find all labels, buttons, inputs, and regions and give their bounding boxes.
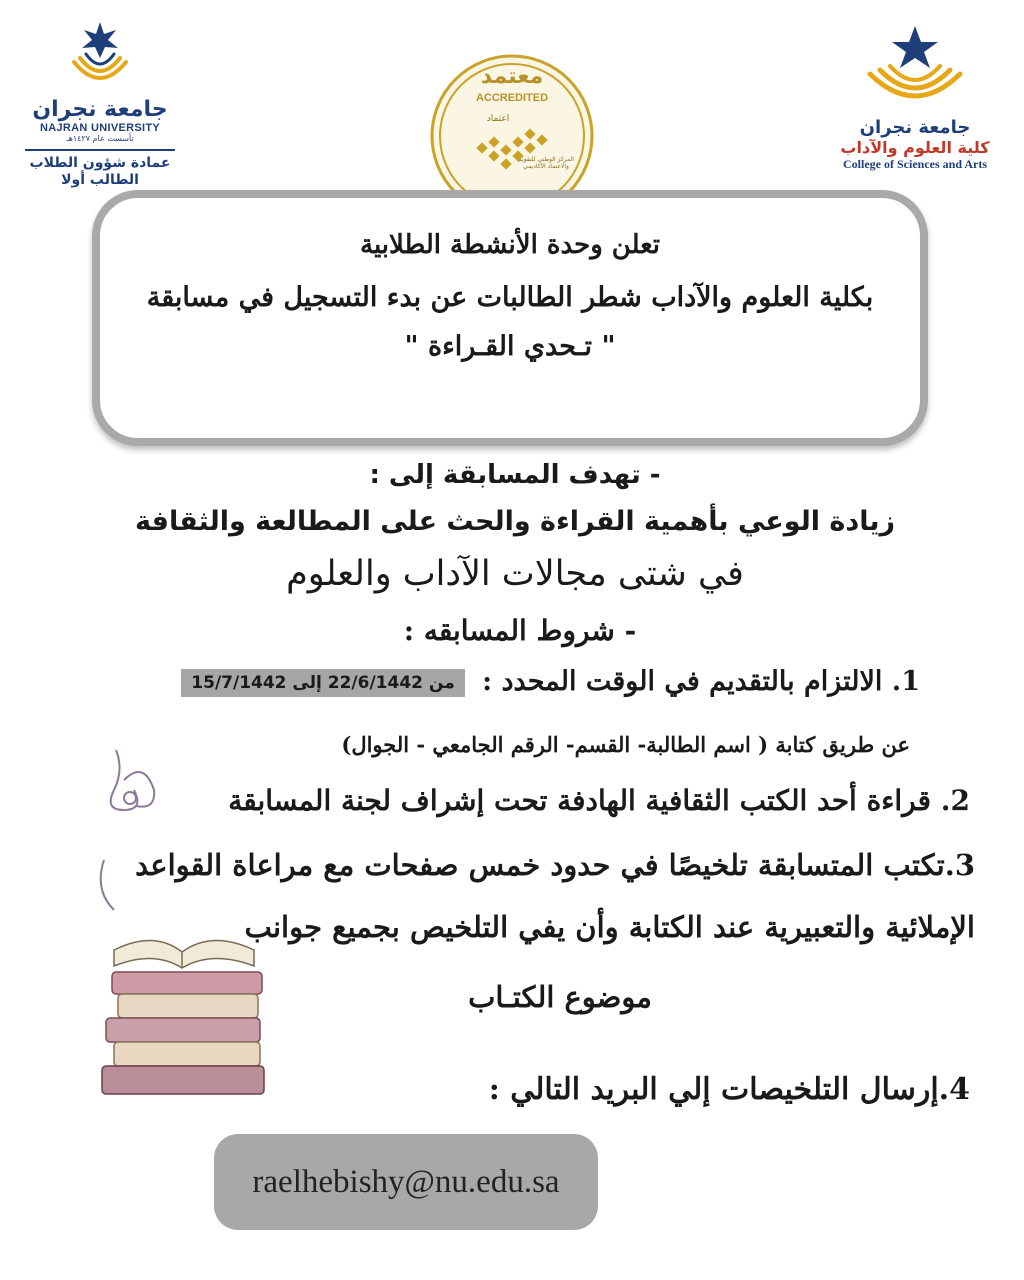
divider (25, 149, 175, 151)
books-stack-icon (94, 740, 274, 1100)
university-arabic-name: جامعة نجران (32, 97, 168, 122)
college-logo (820, 22, 1010, 192)
condition-3-line-2: الإملائية والتعبيرية عند الكتابة وأن يفي التلخيص بجميع جوانب (244, 910, 975, 944)
condition-3-line-3: موضوع الكتـاب (468, 980, 652, 1014)
deanship-label: عمادة شؤون الطلاب (29, 155, 171, 172)
slogan-label: الطالب أولا (61, 171, 139, 188)
seal-center-text: المركز الوطني للتقويم والاعتماد الأكاديمي (518, 156, 574, 171)
goals-line-2: في شتى مجالات الآداب والعلوم (286, 554, 744, 594)
condition-3-line-1: 3.تكتب المتسابقة تلخيصًا في حدود خمس صفحات مع مراعاة القواعد (135, 848, 975, 882)
books-illustration (94, 740, 274, 1100)
email-link[interactable]: raelhebishy@nu.edu.sa (214, 1134, 598, 1230)
swirl-ornament-icon (101, 750, 155, 910)
condition-4: 4.إرسال التلخيصات إلي البريد التالي : (488, 1072, 970, 1107)
announcement-line-3: " تـحدي القـراءة " (404, 331, 616, 362)
established-label: تأسست عام ١٤٢٧هـ (66, 134, 134, 144)
announcement-line-1: تعلن وحدة الأنشطة الطلابية (360, 230, 660, 260)
condition-1-detail: عن طريق كتابة ( اسم الطالبة- القسم- الرقم الجامعي - الجوال) (341, 732, 910, 757)
university-english-name: NAJRAN UNIVERSITY (39, 122, 160, 135)
condition-1 (100, 666, 920, 697)
seal-english-title: ACCREDITED (475, 92, 549, 104)
date-range-badge: من 22/6/1442 إلى 15/7/1442 (181, 669, 464, 697)
conditions-heading: - شروط المسابقه : (403, 614, 637, 647)
condition-2: 2. قراءة أحد الكتب الثقافية الهادفة تحت إشراف لجنة المسابقة (228, 784, 970, 817)
college-english-name: College of Sciences and Arts (843, 156, 987, 171)
announcement-line-2: بكلية العلوم والآداب شطر الطالبات عن بدء التسجيل في مسابقة (146, 282, 874, 313)
condition-1-text: 1. الالتزام بالتقديم في الوقت المحدد : (482, 666, 920, 697)
star-logo-icon (60, 18, 140, 98)
college-arabic-name: كلية العلوم والآداب (840, 137, 990, 157)
goals-line-1: زيادة الوعي بأهمية القراءة والحث على المطالعة والثقافة (134, 506, 896, 537)
college-university-name: جامعة نجران (859, 117, 971, 138)
seal-arabic-title: معتمد (480, 64, 544, 89)
goals-heading: - تهدف المسابقة إلى : (369, 460, 661, 490)
seal-inner-label: اعتماد (486, 114, 510, 124)
najran-university-logo (20, 18, 180, 218)
laurel-icon (860, 22, 970, 114)
announcement-box (92, 190, 928, 446)
